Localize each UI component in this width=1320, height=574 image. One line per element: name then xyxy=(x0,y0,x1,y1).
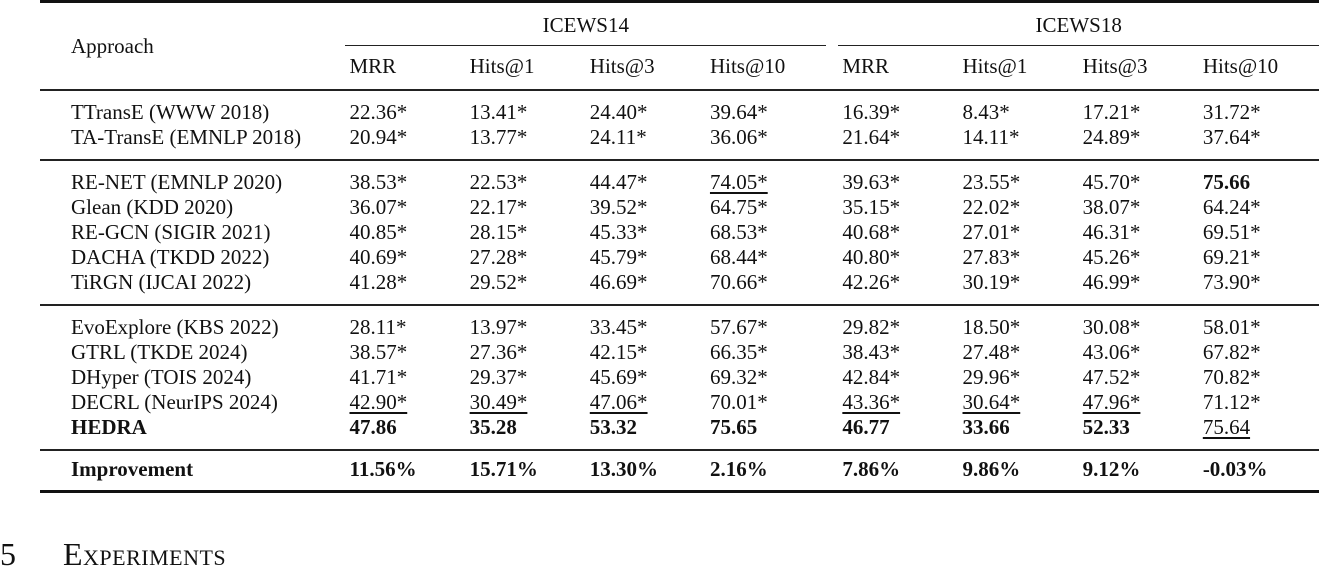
cell: 21.64* xyxy=(842,125,901,149)
section-title: Experiments xyxy=(63,536,227,572)
best-value: 35.28 xyxy=(469,415,517,439)
cell: 14.11* xyxy=(962,125,1020,149)
cell: 43.06* xyxy=(1082,340,1141,364)
table-row xyxy=(40,245,1319,270)
metric-header: Hits@10 xyxy=(709,54,786,78)
cell xyxy=(959,390,1079,415)
dataset-header-icews18: ICEWS18 xyxy=(838,2,1319,47)
cell: 28.11* xyxy=(345,305,465,340)
cell: 69.21* xyxy=(1202,245,1261,269)
cell: 38.07* xyxy=(1082,195,1141,219)
second-best-value: 74.05* xyxy=(709,170,768,194)
table-row xyxy=(40,305,1319,340)
cell xyxy=(838,390,958,415)
cell: 29.96* xyxy=(962,365,1021,389)
cell: 39.64* xyxy=(706,90,826,125)
table-row xyxy=(40,365,1319,390)
table-row xyxy=(40,160,1319,195)
improvement-value: -0.03% xyxy=(1199,450,1319,492)
cell: 22.36* xyxy=(345,90,465,125)
section-heading xyxy=(0,537,226,571)
cell: 45.33* xyxy=(589,220,648,244)
cell: 27.28* xyxy=(469,245,528,269)
cell: 29.82* xyxy=(838,305,958,340)
cell: 33.45* xyxy=(586,305,706,340)
cell: 39.63* xyxy=(838,160,958,195)
cell: 17.21* xyxy=(1079,90,1199,125)
approach-name: HEDRA xyxy=(71,415,147,439)
table-row xyxy=(40,90,1319,125)
improvement-label: Improvement xyxy=(40,450,345,492)
cell: 45.26* xyxy=(1082,245,1141,269)
approach-name: GTRL (TKDE 2024) xyxy=(71,340,248,364)
best-value: 46.77 xyxy=(842,415,890,439)
table-row xyxy=(40,390,1319,415)
cell: 42.26* xyxy=(842,270,901,294)
cell: 38.53* xyxy=(345,160,465,195)
cell: 35.15* xyxy=(842,195,901,219)
cell: 57.67* xyxy=(706,305,826,340)
cell: 68.44* xyxy=(709,245,768,269)
best-value: 75.66 xyxy=(1199,160,1319,195)
cell: 40.85* xyxy=(349,220,408,244)
cell: 24.11* xyxy=(589,125,647,149)
metric-header: MRR xyxy=(842,54,890,78)
cell: 42.84* xyxy=(842,365,901,389)
cell: 23.55* xyxy=(959,160,1079,195)
cell: 44.47* xyxy=(586,160,706,195)
cell: 27.36* xyxy=(469,340,528,364)
improvement-value: 7.86% xyxy=(838,450,958,492)
cell: 70.01* xyxy=(709,390,768,414)
improvement-value: 15.71% xyxy=(466,450,586,492)
results-table-container xyxy=(40,0,1319,493)
cell: 30.08* xyxy=(1079,305,1199,340)
cell: 64.24* xyxy=(1202,195,1261,219)
table-row xyxy=(40,270,1319,305)
cell: 67.82* xyxy=(1202,340,1261,364)
dataset-header-icews14: ICEWS14 xyxy=(345,2,826,47)
table-row xyxy=(40,125,1319,160)
cell: 22.17* xyxy=(469,195,528,219)
cell: 45.79* xyxy=(589,245,648,269)
metric-header: Hits@10 xyxy=(1202,54,1279,78)
cell: 46.69* xyxy=(589,270,648,294)
improvement-value: 9.86% xyxy=(959,450,1079,492)
table-row xyxy=(40,220,1319,245)
cell: 27.48* xyxy=(962,340,1021,364)
approach-name: TiRGN (IJCAI 2022) xyxy=(71,270,252,294)
approach-name: TTransE (WWW 2018) xyxy=(40,90,345,125)
metric-header: Hits@3 xyxy=(589,54,655,78)
cell: 27.83* xyxy=(962,245,1021,269)
metric-header: MRR xyxy=(349,54,397,78)
cell: 30.19* xyxy=(962,270,1021,294)
cell: 71.12* xyxy=(1202,390,1261,414)
best-value: 33.66 xyxy=(962,415,1010,439)
approach-name: RE-GCN (SIGIR 2021) xyxy=(71,220,271,244)
cell: 27.01* xyxy=(962,220,1021,244)
cell: 70.66* xyxy=(709,270,768,294)
section-number: 5 xyxy=(0,536,16,572)
cell xyxy=(466,390,586,415)
best-value: 52.33 xyxy=(1082,415,1130,439)
improvement-value: 13.30% xyxy=(586,450,706,492)
cell xyxy=(1079,390,1199,415)
metric-header: Hits@3 xyxy=(1082,54,1148,78)
second-best-value: 43.36* xyxy=(842,390,901,414)
second-best-value: 47.06* xyxy=(589,390,648,414)
cell: 46.99* xyxy=(1082,270,1141,294)
cell xyxy=(1199,415,1319,450)
cell: 29.37* xyxy=(469,365,528,389)
approach-name: RE-NET (EMNLP 2020) xyxy=(40,160,345,195)
second-best-value: 30.49* xyxy=(469,390,528,414)
second-best-value: 42.90* xyxy=(349,390,408,414)
cell: 13.77* xyxy=(469,125,528,149)
second-best-value: 47.96* xyxy=(1082,390,1141,414)
cell: 38.57* xyxy=(349,340,408,364)
second-best-value: 75.64 xyxy=(1202,415,1251,439)
best-value: 53.32 xyxy=(589,415,638,439)
cell: 41.28* xyxy=(349,270,408,294)
best-value: 47.86 xyxy=(349,415,397,439)
cell: 47.52* xyxy=(1082,365,1141,389)
cell: 68.53* xyxy=(709,220,768,244)
metric-header: Hits@1 xyxy=(962,54,1028,78)
cell: 69.51* xyxy=(1202,220,1261,244)
cell: 24.40* xyxy=(586,90,706,125)
cell: 29.52* xyxy=(469,270,528,294)
table-row xyxy=(40,195,1319,220)
table-row xyxy=(40,340,1319,365)
cell: 36.07* xyxy=(349,195,408,219)
cell: 40.69* xyxy=(349,245,408,269)
cell: 41.71* xyxy=(349,365,408,389)
improvement-row xyxy=(40,450,1319,492)
cell: 18.50* xyxy=(959,305,1079,340)
cell: 28.15* xyxy=(469,220,528,244)
cell: 16.39* xyxy=(838,90,958,125)
improvement-value: 11.56% xyxy=(345,450,465,492)
second-best-value: 30.64* xyxy=(962,390,1021,414)
best-value: 75.65 xyxy=(709,415,758,439)
cell: 70.82* xyxy=(1202,365,1261,389)
cell: 24.89* xyxy=(1082,125,1141,149)
cell: 66.35* xyxy=(709,340,768,364)
cell: 22.53* xyxy=(466,160,586,195)
cell: 13.97* xyxy=(466,305,586,340)
approach-name: EvoExplore (KBS 2022) xyxy=(40,305,345,340)
cell: 64.75* xyxy=(709,195,768,219)
approach-name: DECRL (NeurIPS 2024) xyxy=(71,390,278,414)
cell: 36.06* xyxy=(709,125,768,149)
approach-name: Glean (KDD 2020) xyxy=(71,195,234,219)
cell: 37.64* xyxy=(1202,125,1261,149)
cell xyxy=(345,390,465,415)
cell: 45.69* xyxy=(589,365,648,389)
improvement-value: 2.16% xyxy=(706,450,826,492)
cell: 40.80* xyxy=(842,245,901,269)
results-table xyxy=(40,0,1319,493)
approach-name: DACHA (TKDD 2022) xyxy=(71,245,270,269)
table-row-hedra xyxy=(40,415,1319,450)
cell: 39.52* xyxy=(589,195,648,219)
approach-name: DHyper (TOIS 2024) xyxy=(71,365,252,389)
metric-header: Hits@1 xyxy=(469,54,535,78)
cell: 13.41* xyxy=(466,90,586,125)
improvement-value: 9.12% xyxy=(1079,450,1199,492)
header-row-datasets xyxy=(40,2,1319,47)
cell: 42.15* xyxy=(589,340,648,364)
cell: 69.32* xyxy=(709,365,768,389)
approach-name: TA-TransE (EMNLP 2018) xyxy=(71,125,302,149)
cell xyxy=(586,390,706,415)
cell: 40.68* xyxy=(842,220,901,244)
cell: 38.43* xyxy=(842,340,901,364)
cell: 58.01* xyxy=(1199,305,1319,340)
cell: 8.43* xyxy=(959,90,1079,125)
cell: 31.72* xyxy=(1199,90,1319,125)
cell: 46.31* xyxy=(1082,220,1141,244)
cell: 45.70* xyxy=(1079,160,1199,195)
cell: 73.90* xyxy=(1202,270,1261,294)
approach-header: Approach xyxy=(40,2,345,91)
cell xyxy=(706,160,826,195)
cell: 20.94* xyxy=(349,125,408,149)
cell: 22.02* xyxy=(962,195,1021,219)
